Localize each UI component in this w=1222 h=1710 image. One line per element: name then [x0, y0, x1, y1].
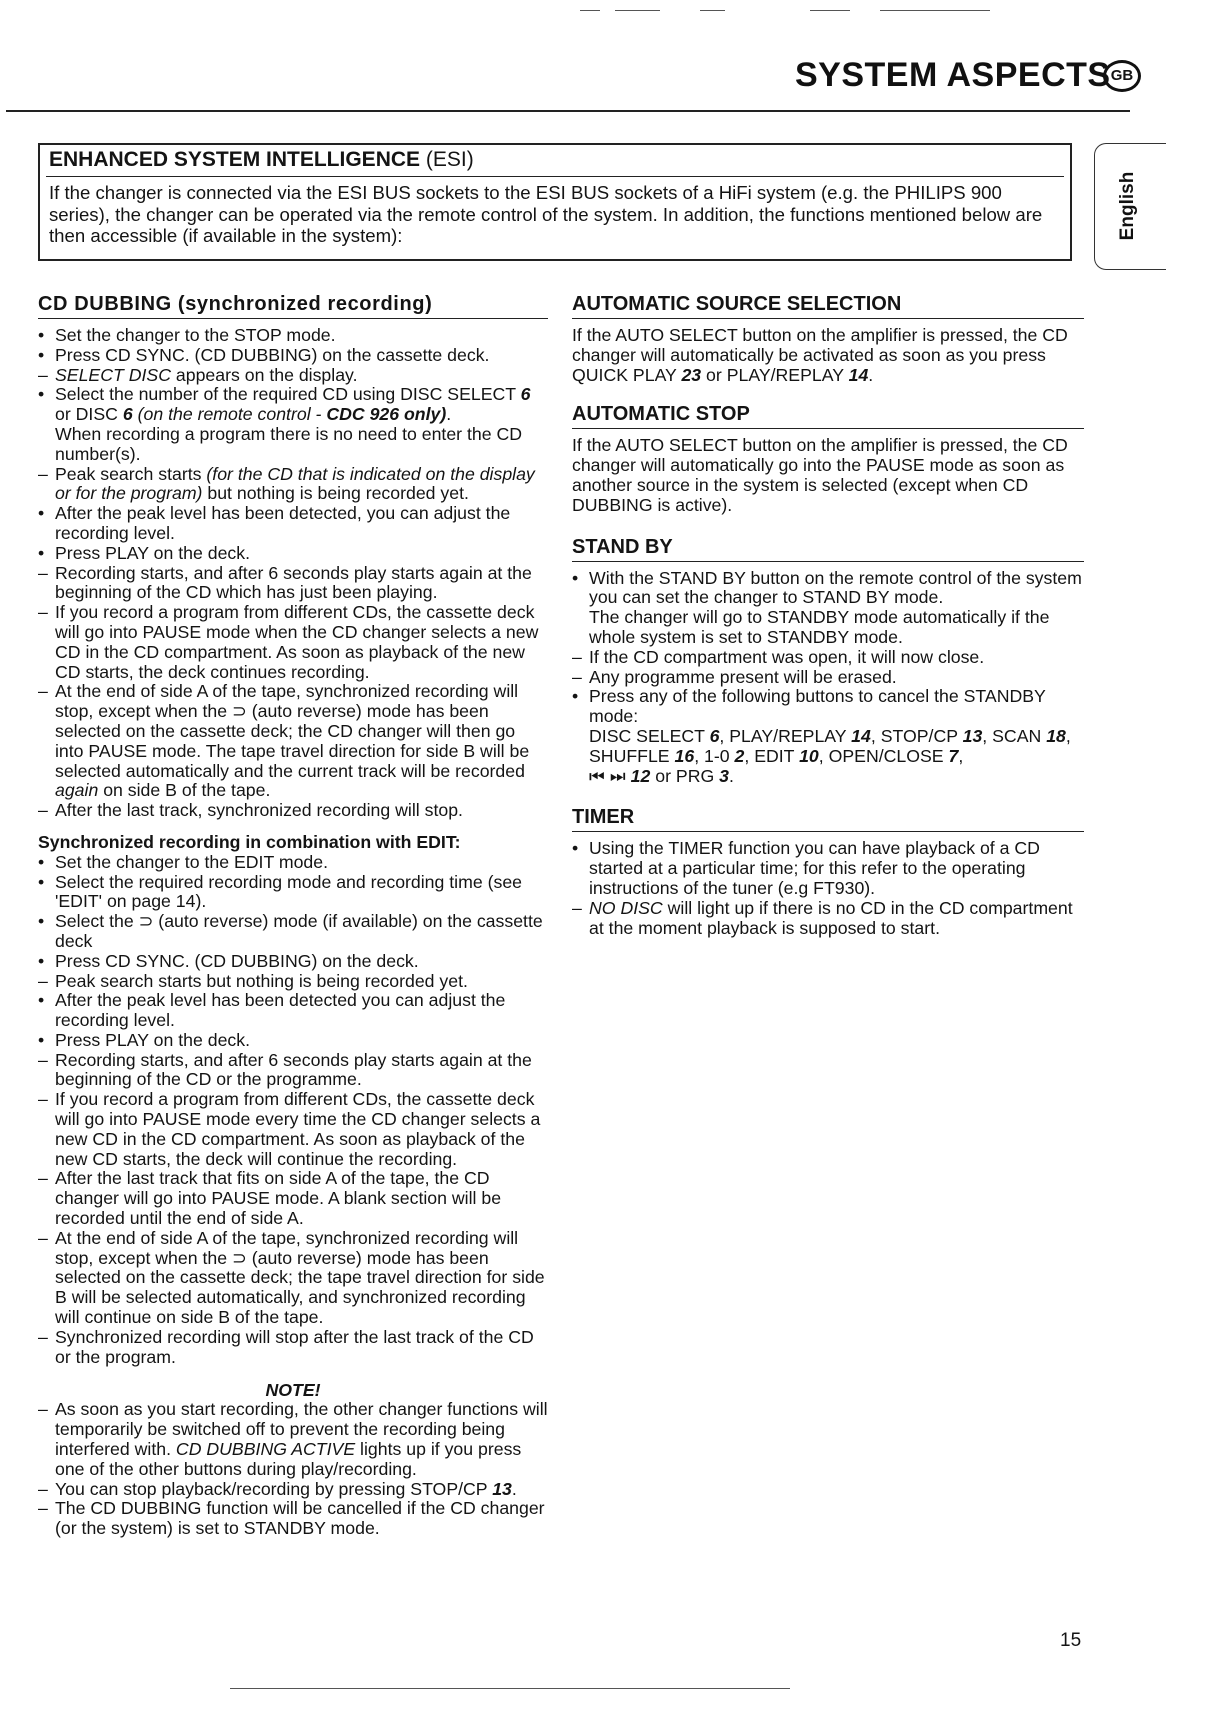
list-item: • Press any of the following buttons to cancel the STANDBY mode: DISC SELECT 6, PLAY/REPLAY 14, STOP/CP 13, SCAN 18, SHUFFLE 16, 1-0 2, EDIT 10, OPEN/CLOSE 7, ⏮ ⏭ 12 or PRG 3.	[572, 687, 1084, 786]
list-item: • Press PLAY on the deck.	[38, 1029, 251, 1050]
esi-text: If the changer is connected via the ESI BUS sockets to the ESI BUS sockets of a HiFi system (e.g. the PHILIPS 900 series), the changer can be operated via the remote control of the system. In addition, the functions mentioned below are then accessible (if available in the system):	[49, 182, 1043, 246]
skip-icons: ⏮ ⏭	[589, 765, 631, 786]
list-item: – Recording starts, and after 6 seconds play starts again at the beginning of the CD or the programme.	[38, 1049, 532, 1090]
cd-dubbing-list	[38, 326, 548, 821]
edit-subsection-title: Synchronized recording in combination with EDIT:	[38, 831, 461, 852]
list-item: – Peak search starts but nothing is being recorded yet.	[38, 970, 468, 991]
list-item: • Using the TIMER function you can have playback of a CD started at a particular time; for this refer to the operating instructions of the tuner (e.g FT930).	[572, 838, 1040, 898]
auto-stop-text: If the AUTO SELECT button on the amplifier is pressed, the CD changer will automatically go into the PAUSE mode as soon as another source in the system is selected (except when CD DUBBING is active).	[572, 435, 1068, 515]
standby-buttons-line-3: ⏮ ⏭ 12 or PRG 3.	[589, 765, 734, 786]
list-item: • Select the required recording mode and recording time (see 'EDIT' on page 14).	[38, 871, 523, 912]
list-item: • Set the changer to the STOP mode.	[38, 325, 336, 345]
list-item: • Press CD SYNC. (CD DUBBING) on the cassette deck.	[38, 344, 490, 365]
auto-source-title: AUTOMATIC SOURCE SELECTION	[572, 293, 1084, 319]
page-number: 15	[1060, 1630, 1082, 1651]
stand-by-title: STAND BY	[572, 536, 1084, 562]
page-title: SYSTEM ASPECTS	[795, 56, 1111, 94]
scan-mark	[230, 1688, 790, 1689]
right-column	[572, 293, 1084, 938]
header-rule	[6, 110, 1130, 112]
list-item: • After the peak level has been detected you can adjust the recording level.	[38, 990, 506, 1031]
standby-buttons-line-1: DISC SELECT 6, PLAY/REPLAY 14, STOP/CP 13, SCAN 18,	[589, 725, 1071, 746]
list-item: • Press CD SYNC. (CD DUBBING) on the deck.	[38, 950, 419, 971]
esi-rule	[46, 176, 1064, 177]
list-item: – If the CD compartment was open, it will now close.	[572, 646, 985, 667]
scan-mark	[615, 10, 660, 11]
list-item: • Set the changer to the EDIT mode.	[38, 851, 329, 872]
list-item: – The CD DUBBING function will be cancelled if the CD changer (or the system) is set to STANDBY mode.	[38, 1498, 545, 1539]
cd-dubbing-title: CD DUBBING (synchronized recording)	[38, 293, 548, 319]
list-item: – Any programme present will be erased.	[572, 666, 897, 687]
list-item: – After the last track that fits on side A of the tape, the CD changer will go into PAUSE mode. A blank section will be recorded until the end of side A.	[38, 1168, 502, 1229]
timer-title: TIMER	[572, 806, 1084, 832]
esi-box	[38, 143, 1072, 261]
list-item: – Recording starts, and after 6 seconds play starts again at the beginning of the CD which has just been playing.	[38, 562, 532, 603]
scan-mark	[810, 10, 850, 11]
scan-mark	[580, 10, 600, 11]
list-item: – If you record a program from different CDs, the cassette deck will go into PAUSE mode when the CD changer selects a new CD in the CD compartment. As soon as playback of the new CD starts, the deck continues recording.	[38, 602, 539, 682]
note-title: NOTE!	[265, 1380, 321, 1401]
esi-title: ENHANCED SYSTEM INTELLIGENCE (ESI)	[49, 148, 474, 171]
scan-mark	[700, 10, 725, 11]
list-item: – Peak search starts (for the CD that is indicated on the display or for the program) but nothing is being recorded yet.	[38, 463, 535, 504]
timer-list	[572, 839, 1084, 938]
list-item: – If you record a program from different CDs, the cassette deck will go into PAUSE mode every time the CD changer selects a new CD in the CD compartment. As soon as playback of the new CD starts, the deck will continue the recording.	[38, 1089, 541, 1169]
auto-stop-title: AUTOMATIC STOP	[572, 403, 1084, 429]
auto-source-text: If the AUTO SELECT button on the amplifier is pressed, the CD changer will automatically be activated as soon as you press QUICK PLAY 23 or PLAY/REPLAY 14.	[572, 325, 1068, 385]
language-badge: GB	[1103, 60, 1141, 92]
list-item: • Select the number of the required CD using DISC SELECT 6 or DISC 6 (on the remote control - CDC 926 only). When recording a program there is no need to enter the CD number(s).	[38, 384, 531, 464]
list-item: – Synchronized recording will stop after the last track of the CD or the program.	[38, 1326, 534, 1367]
list-item: – After the last track, synchronized recording will stop.	[38, 800, 463, 821]
list-item: • Select the ⊃ (auto reverse) mode (if available) on the cassette deck	[38, 911, 543, 951]
scan-mark	[880, 10, 990, 11]
list-item: • With the STAND BY button on the remote control of the system you can set the changer to STAND BY mode. The changer will go to STANDBY mode automatically if the whole system is set to STANDBY mode.	[572, 567, 1082, 647]
list-item: – As soon as you start recording, the other changer functions will temporarily be switched off to prevent the recording being interfered with. CD DUBBING ACTIVE lights up if you press one of the other buttons during play/recording.	[38, 1399, 548, 1479]
list-item: • After the peak level has been detected, you can adjust the recording level.	[38, 503, 511, 543]
list-item: – You can stop playback/recording by pressing STOP/CP 13.	[38, 1478, 517, 1499]
left-column	[38, 293, 548, 1539]
list-item: – At the end of side A of the tape, synchronized recording will stop, except when the ⊃ (auto reverse) mode has been selected on the cassette deck; the CD changer will then go into PAUSE mode. The tape travel direction for side B will be selected automatically and the current track will be recorded again on side B of the tape.	[38, 681, 530, 801]
list-item: – At the end of side A of the tape, synchronized recording will stop, except when the ⊃ (auto reverse) mode has been selected on the cassette deck; the tape travel direction for side B will be selected automatically, and synchronized recording will continue on side B of the tape.	[38, 1227, 545, 1328]
edit-list	[38, 853, 548, 1368]
standby-buttons-line-2: SHUFFLE 16, 1-0 2, EDIT 10, OPEN/CLOSE 7,	[589, 745, 964, 766]
list-item: – SELECT DISC appears on the display.	[38, 364, 358, 385]
stand-by-list	[572, 569, 1084, 787]
language-tab-label: English	[1117, 171, 1138, 241]
list-item: – NO DISC will light up if there is no CD in the CD compartment at the moment playback is supposed to start.	[572, 897, 1073, 938]
list-item: • Press PLAY on the deck.	[38, 542, 251, 563]
note-list	[38, 1400, 548, 1539]
